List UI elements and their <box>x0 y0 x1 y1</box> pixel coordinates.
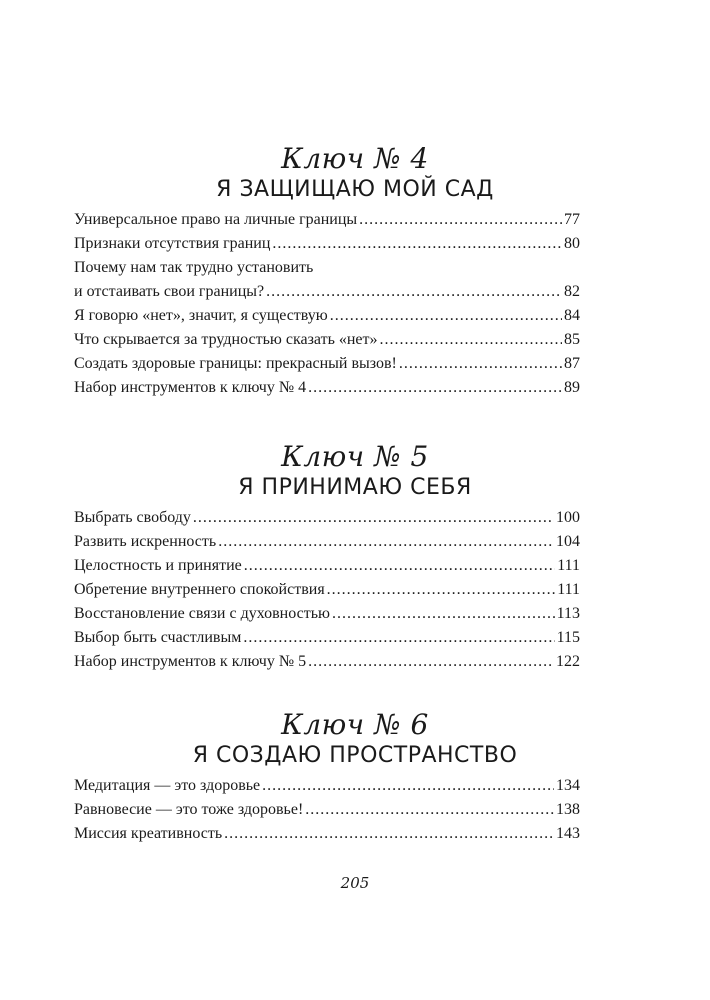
toc-entry[interactable] <box>74 554 580 578</box>
toc-entry[interactable] <box>74 376 580 400</box>
section-title: Ключ № 4 <box>281 142 429 175</box>
toc-entry-title: и отстаивать свои границы? <box>74 283 265 300</box>
toc-entry-page: 111 <box>557 557 580 574</box>
toc-entry[interactable] <box>74 232 580 256</box>
toc-entry-title: Миссия креативность <box>74 825 223 842</box>
toc-entry-page: 104 <box>556 533 580 550</box>
toc-entry-page: 111 <box>557 581 580 598</box>
toc-entry-title: Равновесие — это тоже здоровье! <box>74 801 304 818</box>
dot-leader <box>224 822 554 846</box>
toc-entry[interactable] <box>74 822 580 846</box>
toc-entry-title: Развить искренность <box>74 533 217 550</box>
toc-entry-page: 82 <box>564 283 580 300</box>
toc-entry-title: Что скрывается за трудностью сказать «нет» <box>74 331 378 348</box>
toc-entry-title: Я говорю «нет», значит, я существую <box>74 307 328 324</box>
toc-entry-page: 138 <box>556 801 580 818</box>
toc-entry[interactable] <box>74 626 580 650</box>
toc-entry-page: 134 <box>556 777 580 794</box>
toc-entry[interactable] <box>74 798 580 822</box>
dot-leader <box>305 798 554 822</box>
toc-entry-title: Создать здоровые границы: прекрасный вызов! <box>74 355 397 372</box>
toc-entry[interactable] <box>74 328 580 352</box>
toc-entry-page: 113 <box>556 605 580 622</box>
toc-entry-page: 85 <box>564 331 580 348</box>
dot-leader <box>218 530 554 554</box>
dot-leader <box>327 578 556 602</box>
toc-entry-page: 89 <box>564 379 580 396</box>
dot-leader <box>244 554 555 578</box>
dot-leader <box>243 626 554 650</box>
toc-entry-title: Универсальное право на личные границы <box>74 211 358 228</box>
section-title: Ключ № 6 <box>281 708 429 741</box>
toc-entry[interactable] <box>74 506 580 530</box>
dot-leader <box>399 352 562 376</box>
toc-entry-page: 84 <box>564 307 580 324</box>
toc-entry-title: Выбрать свободу <box>74 509 191 526</box>
toc-section-key-5 <box>0 440 710 674</box>
toc-entry-page: 80 <box>564 235 580 252</box>
toc-entry-page: 77 <box>564 211 580 228</box>
dot-leader <box>262 774 554 798</box>
toc-entry[interactable] <box>74 256 580 304</box>
toc-entry-title: Набор инструментов к ключу № 5 <box>74 653 307 670</box>
toc-entry-page: 87 <box>564 355 580 372</box>
toc-entry[interactable] <box>74 208 580 232</box>
dot-leader <box>193 506 554 530</box>
toc-entry[interactable] <box>74 578 580 602</box>
toc-entry[interactable] <box>74 352 580 376</box>
toc-section-key-6 <box>0 708 710 846</box>
toc-entry-title: Признаки отсутствия границ <box>74 235 271 252</box>
dot-leader <box>308 376 562 400</box>
dot-leader <box>308 650 554 674</box>
toc-entry-title: Восстановление связи с духовностью <box>74 605 330 622</box>
toc-entry[interactable] <box>74 530 580 554</box>
toc-entry-page: 143 <box>556 825 580 842</box>
dot-leader <box>332 602 555 626</box>
toc-entry[interactable] <box>74 650 580 674</box>
dot-leader <box>359 208 562 232</box>
page-number: 205 <box>340 874 370 892</box>
toc-entry-page: 115 <box>556 629 580 646</box>
toc-entry-title-line-1: Почему нам так трудно установить <box>74 259 314 276</box>
toc-entry-title: Целостность и принятие <box>74 557 242 574</box>
section-subtitle: Я ПРИНИМАЮ СЕБЯ <box>238 475 472 500</box>
toc-entry-page: 100 <box>556 509 580 526</box>
toc-section-key-4 <box>0 142 710 400</box>
section-subtitle: Я ЗАЩИЩАЮ МОЙ САД <box>216 177 494 202</box>
toc-entry-title: Медитация — это здоровье <box>74 777 261 794</box>
toc-list <box>0 208 710 400</box>
toc-entry[interactable] <box>74 602 580 626</box>
toc-entry-page: 122 <box>556 653 580 670</box>
dot-leader <box>272 232 562 256</box>
toc-list <box>0 506 710 674</box>
toc-entry[interactable] <box>74 774 580 798</box>
dot-leader <box>330 304 562 328</box>
section-title: Ключ № 5 <box>281 440 429 473</box>
toc-list <box>0 774 710 846</box>
toc-entry[interactable] <box>74 304 580 328</box>
toc-entry-title: Выбор быть счастливым <box>74 629 242 646</box>
dot-leader <box>266 280 562 304</box>
dot-leader <box>380 328 562 352</box>
section-subtitle: Я СОЗДАЮ ПРОСТРАНСТВО <box>192 743 518 768</box>
toc-entry-title: Набор инструментов к ключу № 4 <box>74 379 307 396</box>
toc-entry-title: Обретение внутреннего спокойствия <box>74 581 325 598</box>
